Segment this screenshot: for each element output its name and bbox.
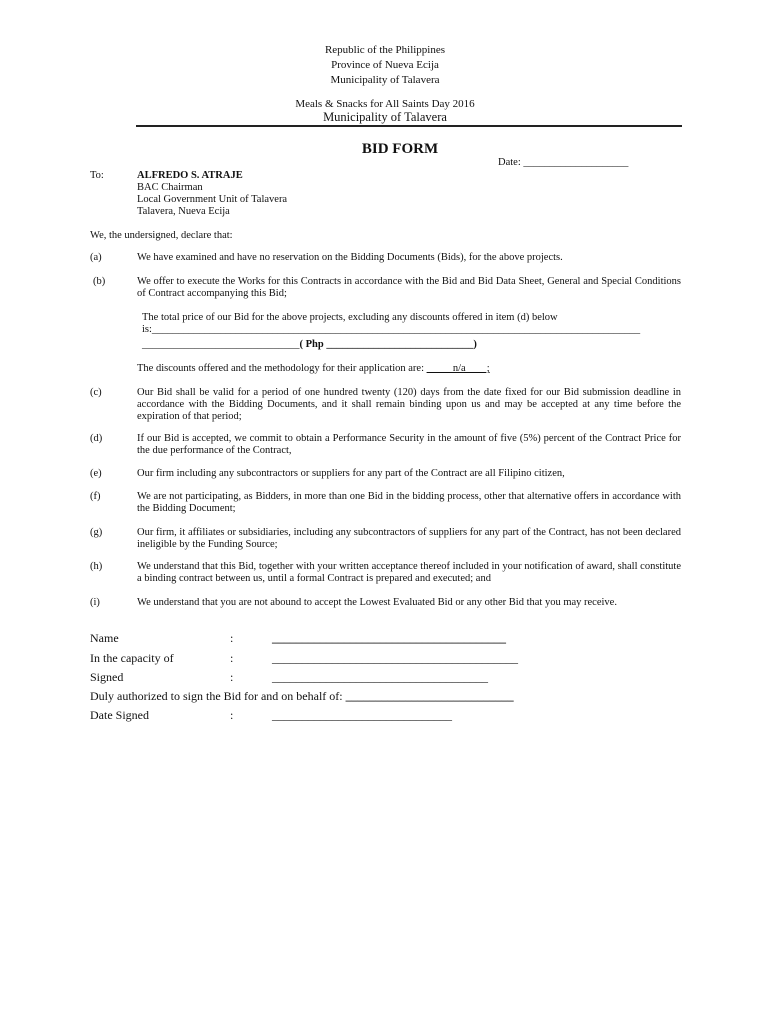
capacity-colon: : bbox=[230, 651, 234, 665]
item-i-label: (i) bbox=[90, 597, 100, 608]
form-title: BID FORM bbox=[361, 141, 439, 157]
name-colon: : bbox=[230, 631, 234, 645]
total-price-blank: ______________________________ bbox=[142, 339, 300, 350]
total-price-line-2: is:_____________________________________________________________________________________________ bbox=[142, 324, 641, 335]
addressee-office: Local Government Unit of Talavera bbox=[137, 194, 288, 205]
signed-colon: : bbox=[230, 670, 234, 684]
date-signed-colon: : bbox=[230, 708, 234, 722]
item-h-label: (h) bbox=[90, 561, 103, 572]
total-price-line-3 bbox=[142, 339, 477, 351]
date-signed-line[interactable]: ______________________________ bbox=[272, 708, 452, 722]
item-b-label: (b) bbox=[93, 276, 106, 287]
addressee-name: ALFREDO S. ATRAJE bbox=[137, 170, 243, 181]
name-label: Name bbox=[90, 631, 119, 645]
total-price-php: ( Php ____________________________) bbox=[299, 339, 477, 350]
item-e-text: Our firm including any subcontractors or suppliers for any part of the Contract are all Filipino citizen, bbox=[137, 468, 565, 479]
name-line[interactable]: _______________________________________ bbox=[272, 631, 506, 645]
header-municipality: Municipality of Talavera bbox=[330, 74, 440, 86]
item-c-text: Our Bid shall be valid for a period of one hundred twenty (120) days from the date fixed for our Bid submission deadline in accordance with the Bidding Documents, and it shall remain binding upon us and may be accepted at any time before the expiration of that period; bbox=[137, 387, 681, 422]
item-h-text: We understand that this Bid, together with your written acceptance thereof included in your notification of award, shall constitute a binding contract between us, until a formal Contract is prepared and executed; and bbox=[137, 561, 681, 584]
date-line: Date: ____________________ bbox=[498, 157, 629, 168]
header-divider bbox=[136, 125, 682, 127]
authorized-label: Duly authorized to sign the Bid for and on behalf of: bbox=[90, 689, 346, 703]
date-signed-label: Date Signed bbox=[90, 708, 149, 722]
item-f-text: We are not participating, as Bidders, in more than one Bid in the bidding process, other that alternative offers in accordance with the Bidding Document; bbox=[137, 491, 681, 514]
header-republic: Republic of the Philippines bbox=[324, 44, 446, 56]
item-f-label: (f) bbox=[90, 491, 101, 502]
item-i-text: We understand that you are not abound to accept the Lowest Evaluated Bid or any other Bid that you may receive. bbox=[137, 597, 617, 608]
addressee-position: BAC Chairman bbox=[137, 182, 203, 193]
item-e-label: (e) bbox=[90, 468, 102, 479]
capacity-line[interactable]: _________________________________________ bbox=[272, 651, 518, 665]
item-g-text: Our firm, it affiliates or subsidiaries, including any subcontractors of suppliers for any part of the Contract, has not been declared ineligible by the Funding Source; bbox=[137, 527, 681, 550]
discounts-line bbox=[137, 363, 490, 375]
addressee-address: Talavera, Nueva Ecija bbox=[137, 206, 230, 217]
signed-line[interactable]: ____________________________________ bbox=[272, 670, 488, 684]
discounts-text: The discounts offered and the methodology for their application are: bbox=[137, 363, 427, 374]
project-title: Meals & Snacks for All Saints Day 2016 bbox=[295, 98, 475, 110]
project-subtitle: Municipality of Talavera bbox=[323, 110, 447, 124]
header-province: Province of Nueva Ecija bbox=[331, 59, 439, 71]
item-d-label: (d) bbox=[90, 433, 103, 444]
item-c-label: (c) bbox=[90, 387, 102, 398]
item-b-text: We offer to execute the Works for this Contracts in accordance with the Bid and Bid Data Sheet, General and Special Conditions of Contract accompanying this Bid; bbox=[137, 276, 681, 299]
item-a-text: We have examined and have no reservation on the Bidding Documents (Bids), for the above projects. bbox=[137, 252, 563, 263]
item-g-label: (g) bbox=[90, 527, 103, 538]
capacity-label: In the capacity of bbox=[90, 651, 174, 665]
authorized-line[interactable]: ____________________________ bbox=[345, 689, 514, 703]
signed-label: Signed bbox=[90, 670, 124, 684]
item-d-text: If our Bid is accepted, we commit to obtain a Performance Security in the amount of five (5%) percent of the Contract Price for the due performance of the Contract, bbox=[137, 433, 681, 456]
discounts-value: _____n/a____; bbox=[426, 363, 490, 374]
intro-text: We, the undersigned, declare that: bbox=[90, 230, 233, 241]
authorized-row bbox=[90, 689, 514, 704]
to-label: To: bbox=[90, 170, 104, 181]
total-price-line-1: The total price of our Bid for the above projects, excluding any discounts offered in item (d) below bbox=[142, 312, 558, 323]
item-a-label: (a) bbox=[90, 252, 102, 263]
